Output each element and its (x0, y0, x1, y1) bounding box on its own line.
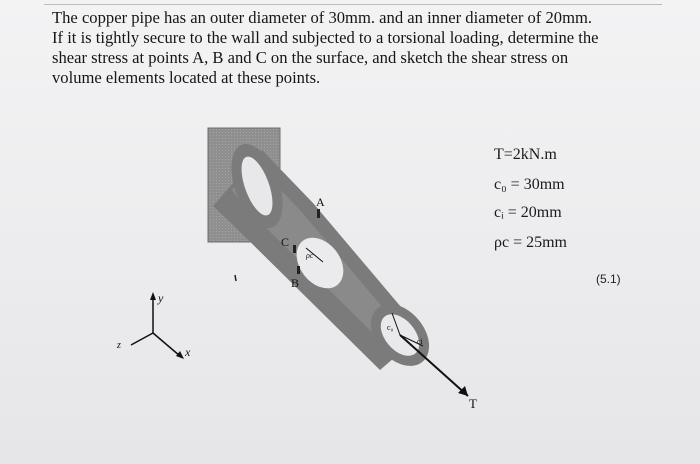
problem-line-2: If it is tightly secure to the wall and subjected to a torsional loading, determine the (52, 28, 599, 47)
label-c-outer-small: c₀ (387, 323, 394, 332)
equation-number: (5.1) (596, 272, 621, 286)
axis-label-x: x (185, 345, 191, 359)
label-point-a: A (316, 195, 325, 209)
point-a-marker (317, 209, 320, 218)
given-torque: T=2kN.m (494, 146, 557, 163)
label-c-inner-small: ci (417, 337, 423, 346)
axis-label-y: y (158, 291, 164, 305)
coordinate-axes (116, 291, 191, 359)
label-point-c: C (281, 235, 290, 249)
point-b-marker (297, 266, 300, 274)
label-point-b: B (291, 276, 300, 290)
label-torque: T (469, 396, 477, 411)
given-rho-c: ρc = 25mm (494, 234, 567, 251)
point-c-marker (293, 245, 296, 253)
problem-line-1: The copper pipe has an outer diameter of 30mm. and an inner diameter of 20mm. (52, 8, 593, 27)
stray-mark (235, 275, 236, 281)
given-inner-radius: cᵢ = 20mm (494, 204, 562, 221)
problem-line-4: volume elements located at these points. (52, 68, 321, 87)
axis-label-z: z (117, 340, 121, 351)
given-outer-radius: c₀ = 30mm (494, 176, 565, 193)
problem-line-3: shear stress at points A, B and C on the surface, and sketch the shear stress on (52, 48, 569, 67)
label-rho-c-small: ρc (306, 251, 314, 260)
